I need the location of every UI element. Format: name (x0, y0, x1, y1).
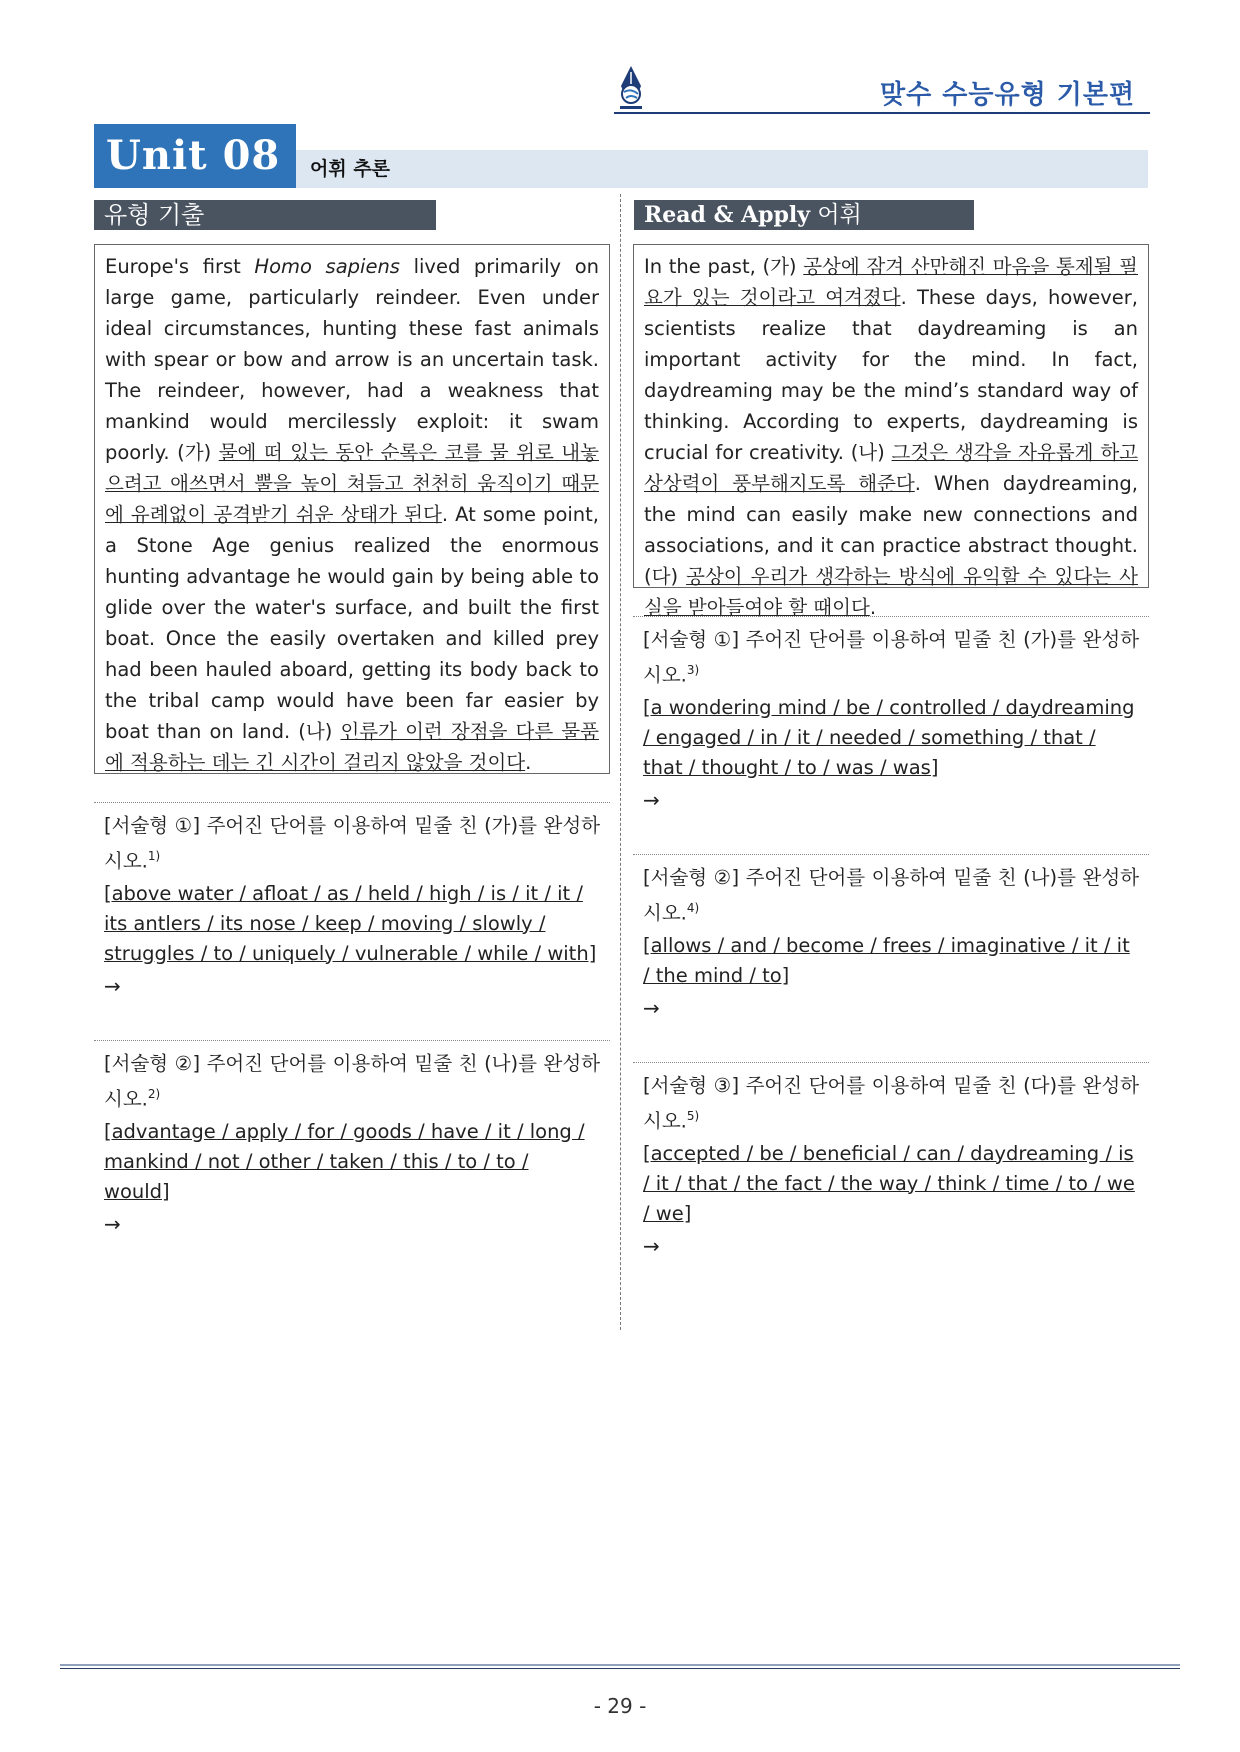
question-block (94, 1040, 610, 1239)
passage-text: In the past, (가) (644, 255, 804, 278)
footnote-ref: 3) (686, 663, 700, 677)
prompt-text: [서술형 ③] 주어진 단어를 이용하여 밑줄 친 (다)를 완성하시오. (643, 1074, 1139, 1133)
passage-text: Europe's first (105, 255, 255, 278)
question-prompt (104, 1049, 600, 1115)
answer-arrow: → (104, 973, 121, 998)
word-bank: [above water / afloat / as / held / high / is / it / it / its antlers / its nose / keep / moving / slowly / struggles / to / uniquely / vulnerable / while / with] (104, 881, 597, 965)
footnote-ref: 2) (147, 1087, 161, 1101)
banner-korean: 어휘 (810, 202, 862, 228)
footnote-ref: 4) (686, 901, 700, 915)
answer-arrow: → (104, 1211, 121, 1236)
passage-text: . (869, 596, 877, 619)
answer-arrow: → (643, 995, 660, 1020)
underlined-sentence-b: 인류가 이런 장점을 다른 물품에 적용하는 데는 긴 시간이 걸리지 않았을 것이다 (105, 720, 599, 774)
passage-text: lived primarily on large game, particularly reindeer. Even under ideal circumstances, hunting these fast animals with spear or bow and arrow is an uncertain task. The reindeer, however, had a weakness that mankind would mercilessly exploit: it swam poorly. (가) (105, 255, 599, 464)
unit-label: Unit 08 (94, 124, 296, 188)
section-banner-left: 유형 기출 (94, 200, 436, 230)
column-divider (620, 194, 621, 1330)
pen-nib-globe-icon (614, 64, 648, 112)
passage-text: . At some point, a Stone Age genius realized the enormous hunting advantage he would gain by being able to glide over the water's surface, and built the first boat. Once the easily overtaken and killed prey had been hauled aboard, getting its body back to the tribal camp would have been far easier by boat than on land. (나) (105, 503, 599, 743)
footnote-ref: 1) (147, 849, 161, 863)
word-bank: [allows / and / become / frees / imaginative / it / it / the mind / to] (643, 933, 1130, 987)
question-prompt (643, 863, 1139, 929)
unit-title-bar (296, 150, 1148, 188)
prompt-text: [서술형 ②] 주어진 단어를 이용하여 밑줄 친 (나)를 완성하시오. (104, 1052, 600, 1111)
unit-subtitle: 어휘 추론 (310, 158, 391, 180)
question-block (633, 616, 1149, 815)
passage-text: . When daydreaming, the mind can easily make new connections and associations, and it can practice abstract thought. (다) (644, 472, 1138, 588)
banner-english: Read & Apply (644, 202, 811, 228)
word-bank: [a wondering mind / be / controlled / daydreaming / engaged / in / it / needed / something / that / that / thought / to / was / was] (643, 695, 1135, 779)
question-block (633, 1062, 1149, 1261)
underlined-sentence-a: 물에 떠 있는 동안 순록은 코를 물 위로 내놓으려고 애쓰면서 뿔을 높이 쳐들고 천천히 움직이기 때문에 유례없이 공격받기 쉬운 상태가 된다 (105, 441, 599, 526)
answer-arrow: → (643, 787, 660, 812)
footer-rule-thin (60, 1668, 1180, 1669)
prompt-text: [서술형 ①] 주어진 단어를 이용하여 밑줄 친 (가)를 완성하시오. (104, 814, 600, 873)
passage-italic-term: Homo sapiens (254, 255, 400, 278)
question-prompt (643, 1071, 1139, 1137)
footnote-ref: 5) (686, 1109, 700, 1123)
passage-left (94, 244, 610, 774)
section-banner-right (634, 200, 974, 230)
underlined-sentence-c: 공상이 우리가 생각하는 방식에 유익할 수 있다는 사실을 받아들여야 할 때이다 (644, 565, 1138, 619)
question-prompt (104, 811, 600, 877)
underlined-sentence-b: 그것은 생각을 자유롭게 하고 상상력이 풍부해지도록 해준다 (644, 441, 1138, 495)
header-rule (614, 112, 1150, 114)
word-bank: [advantage / apply / for / goods / have / it / long / mankind / not / other / taken / this / to / to / would] (104, 1119, 585, 1203)
prompt-text: [서술형 ②] 주어진 단어를 이용하여 밑줄 친 (나)를 완성하시오. (643, 866, 1139, 925)
page-number: - 29 - (593, 1694, 647, 1718)
footer-rule (60, 1664, 1180, 1666)
passage-right (633, 244, 1149, 619)
series-title: 맞수 수능유형 기본편 (880, 80, 1136, 110)
question-block (94, 802, 610, 1001)
word-bank: [accepted / be / beneficial / can / daydreaming / is / it / that / the fact / the way / think / time / to / we / we] (643, 1141, 1135, 1225)
question-block (633, 854, 1149, 1023)
answer-arrow: → (643, 1233, 660, 1258)
passage-text: . These days, however, scientists realize that daydreaming is an important activity for the mind. In fact, daydreaming may be the mind’s standard way of thinking. According to experts, daydreaming is crucial for creativity. (나) (644, 286, 1139, 464)
prompt-text: [서술형 ①] 주어진 단어를 이용하여 밑줄 친 (가)를 완성하시오. (643, 628, 1139, 687)
question-prompt (643, 625, 1139, 691)
underlined-sentence-a: 공상에 잠겨 산만해진 마음을 통제될 필요가 있는 것이라고 여겨졌다 (644, 255, 1138, 309)
passage-text: . (525, 751, 532, 774)
